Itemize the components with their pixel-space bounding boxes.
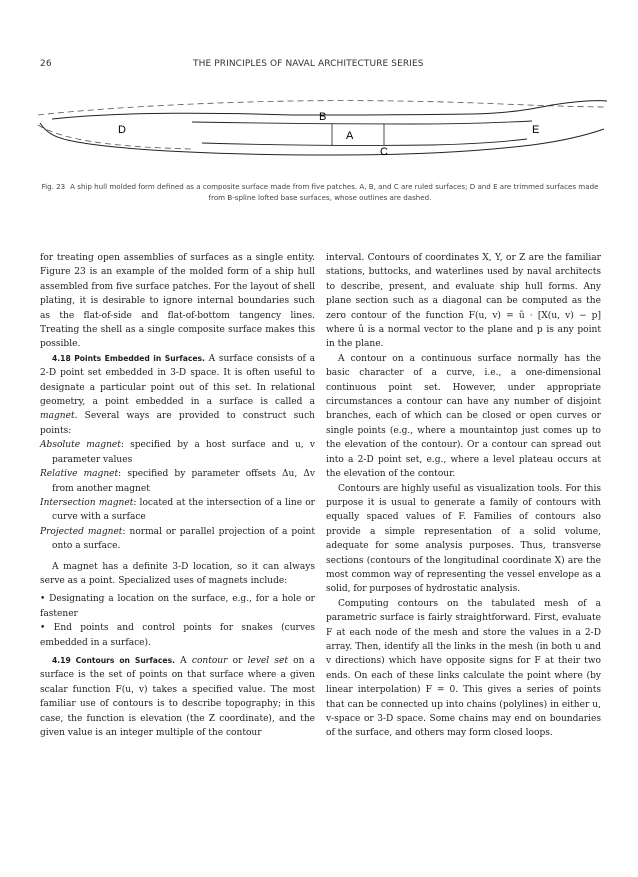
label-c: C: [380, 146, 388, 158]
label-e: E: [532, 124, 540, 136]
section-heading: 4.19 Contours on Surfaces.: [52, 655, 175, 665]
magnet-term: Relative magnet: [40, 469, 119, 480]
base-surface-outline-side: [38, 125, 192, 149]
paragraph: for treating open assemblies of surfaces as a single entity. Figure 23 is an example of the molded form of a ship hull assembled from five surface patches. For the layout of shell plating, it is desirable to ignore internal boundaries such as the flat-of-side and flat-of-bottom tangency lines. Treating the shell as a single composite surface makes this possible.: [40, 253, 315, 350]
term: contour: [191, 655, 228, 666]
flat-of-side-top: [192, 121, 532, 124]
paragraph: interval. Contours of coordinates X, Y, or Z are the familiar stations, buttocks, and waterlines used by naval architects to describe, present, and evaluate ship hull forms. Any plane section such as a diagonal can be computed as the zero contour of the function F(u, v) = û · [X(u, v) − p] where û is a normal vector to the plane and p is any point in the plane.: [326, 253, 601, 350]
magnet-term: Absolute magnet: [40, 440, 121, 451]
right-column: [326, 251, 601, 741]
magnet-desc: : specified by a host surface and u, v parameter values: [52, 440, 315, 465]
section-text: A: [175, 655, 192, 666]
section-text: or: [227, 655, 248, 666]
figure-caption-label: Fig. 23: [41, 182, 66, 191]
paragraph: A magnet has a definite 3-D location, so it can always serve as a point. Specialized uses of magnets include:: [40, 561, 315, 586]
magnet-term: Intersection magnet: [40, 497, 134, 508]
magnet-def: [40, 496, 315, 525]
page-number: 26: [40, 59, 52, 69]
magnet-desc: : normal or parallel projection of a point onto a surface.: [52, 526, 315, 552]
list-item: • Designating a location on the surface, e.g., for a hole or fastener: [40, 594, 315, 619]
label-b: B: [319, 111, 327, 123]
paragraph: A contour on a continuous surface normally has the basic character of a curve, i.e., a one-dimensional continuous point set. However, under appropriate circumstances a contour can have any number of disjoint branches, each of which can be closed or open curves or single points (e.g., where a mountaintop just comes up to the elevation of the contour). Or a contour can spread out into a 2-D point set, e.g., where a level plateau occurs at the elevation of the contour.: [326, 353, 601, 480]
figure-caption-text: A ship hull molded form defined as a composite surface made from five patches. A, B, and C are ruled surfaces; D and E are trimmed surfaces made from B-spline lofted base surfaces, whose outlines are dashed.: [70, 182, 599, 202]
left-column: [40, 251, 315, 740]
magnet-def: [40, 438, 315, 467]
hull-bow-profile: [40, 123, 72, 141]
hull-keel-line: [72, 129, 604, 155]
section-text: A surface consists of a 2-D point set embedded in 3-D space. It is often useful to designate a particular point out of this set. In relational geometry, a point embedded in a surface is called a: [40, 353, 315, 408]
paragraph: Computing contours on the tabulated mesh of a parametric surface is fairly straightforward. First, evaluate F at each node of the mesh and store the values in a 2-D array. Then, identify all the links in the mesh (in both u and v directions) which have opposite signs for F at their two ends. On each of these links calculate the point where (by linear interpolation) F = 0. This gives a series of points that can be connected up into chains (polylines) in either u, v-space or 3-D space. Some chains may end on boundaries of the surface, and others may form closed loops.: [326, 598, 601, 739]
magnet-desc: : located at the intersection of a line or curve with a surface: [52, 497, 315, 523]
label-d: D: [118, 124, 126, 136]
paragraph: Contours are highly useful as visualization tools. For this purpose it is usual to generate a family of contours with equally spaced values of F. Families of contours also provide a simple representation of a solid volume, adequate for some analysis purposes. Thus, transverse sections (contours of the longitudinal coordinate X) are the most common way of representing the vessel envelope as a solid, for purposes of hydrostatic analysis.: [326, 483, 601, 595]
section-4-18: [40, 352, 315, 438]
magnet-def: [40, 525, 315, 554]
running-title: THE PRINCIPLES OF NAVAL ARCHITECTURE SERIES: [193, 59, 424, 69]
term: level set: [247, 655, 288, 666]
section-heading: 4.18 Points Embedded in Surfaces.: [52, 353, 205, 363]
term: magnet: [40, 411, 75, 422]
section-4-19: [40, 654, 315, 740]
hull-figure: [32, 95, 610, 175]
section-text: on a surface is the set of points on that surface where a given scalar function F(u, v) takes a specified value. The most familiar use of contours is to describe topography; in this case, the function is elevation (the Z coordinate), and the given value is an integer multiple of the contour: [40, 655, 316, 738]
flat-of-bottom-line: [202, 139, 527, 145]
section-text: . Several ways are provided to construct such points:: [40, 411, 315, 436]
magnet-desc: : specified by parameter offsets Δu, Δv from another magnet: [52, 469, 316, 494]
page-header: [0, 55, 638, 71]
figure-caption: [36, 181, 604, 203]
hull-sheer-line: [52, 101, 607, 119]
hull-diagram: [32, 95, 610, 175]
list-item: • End points and control points for snakes (curves embedded in a surface).: [40, 623, 315, 648]
magnet-def: [40, 467, 315, 496]
label-a: A: [346, 130, 354, 142]
magnet-term: Projected magnet: [40, 526, 123, 537]
